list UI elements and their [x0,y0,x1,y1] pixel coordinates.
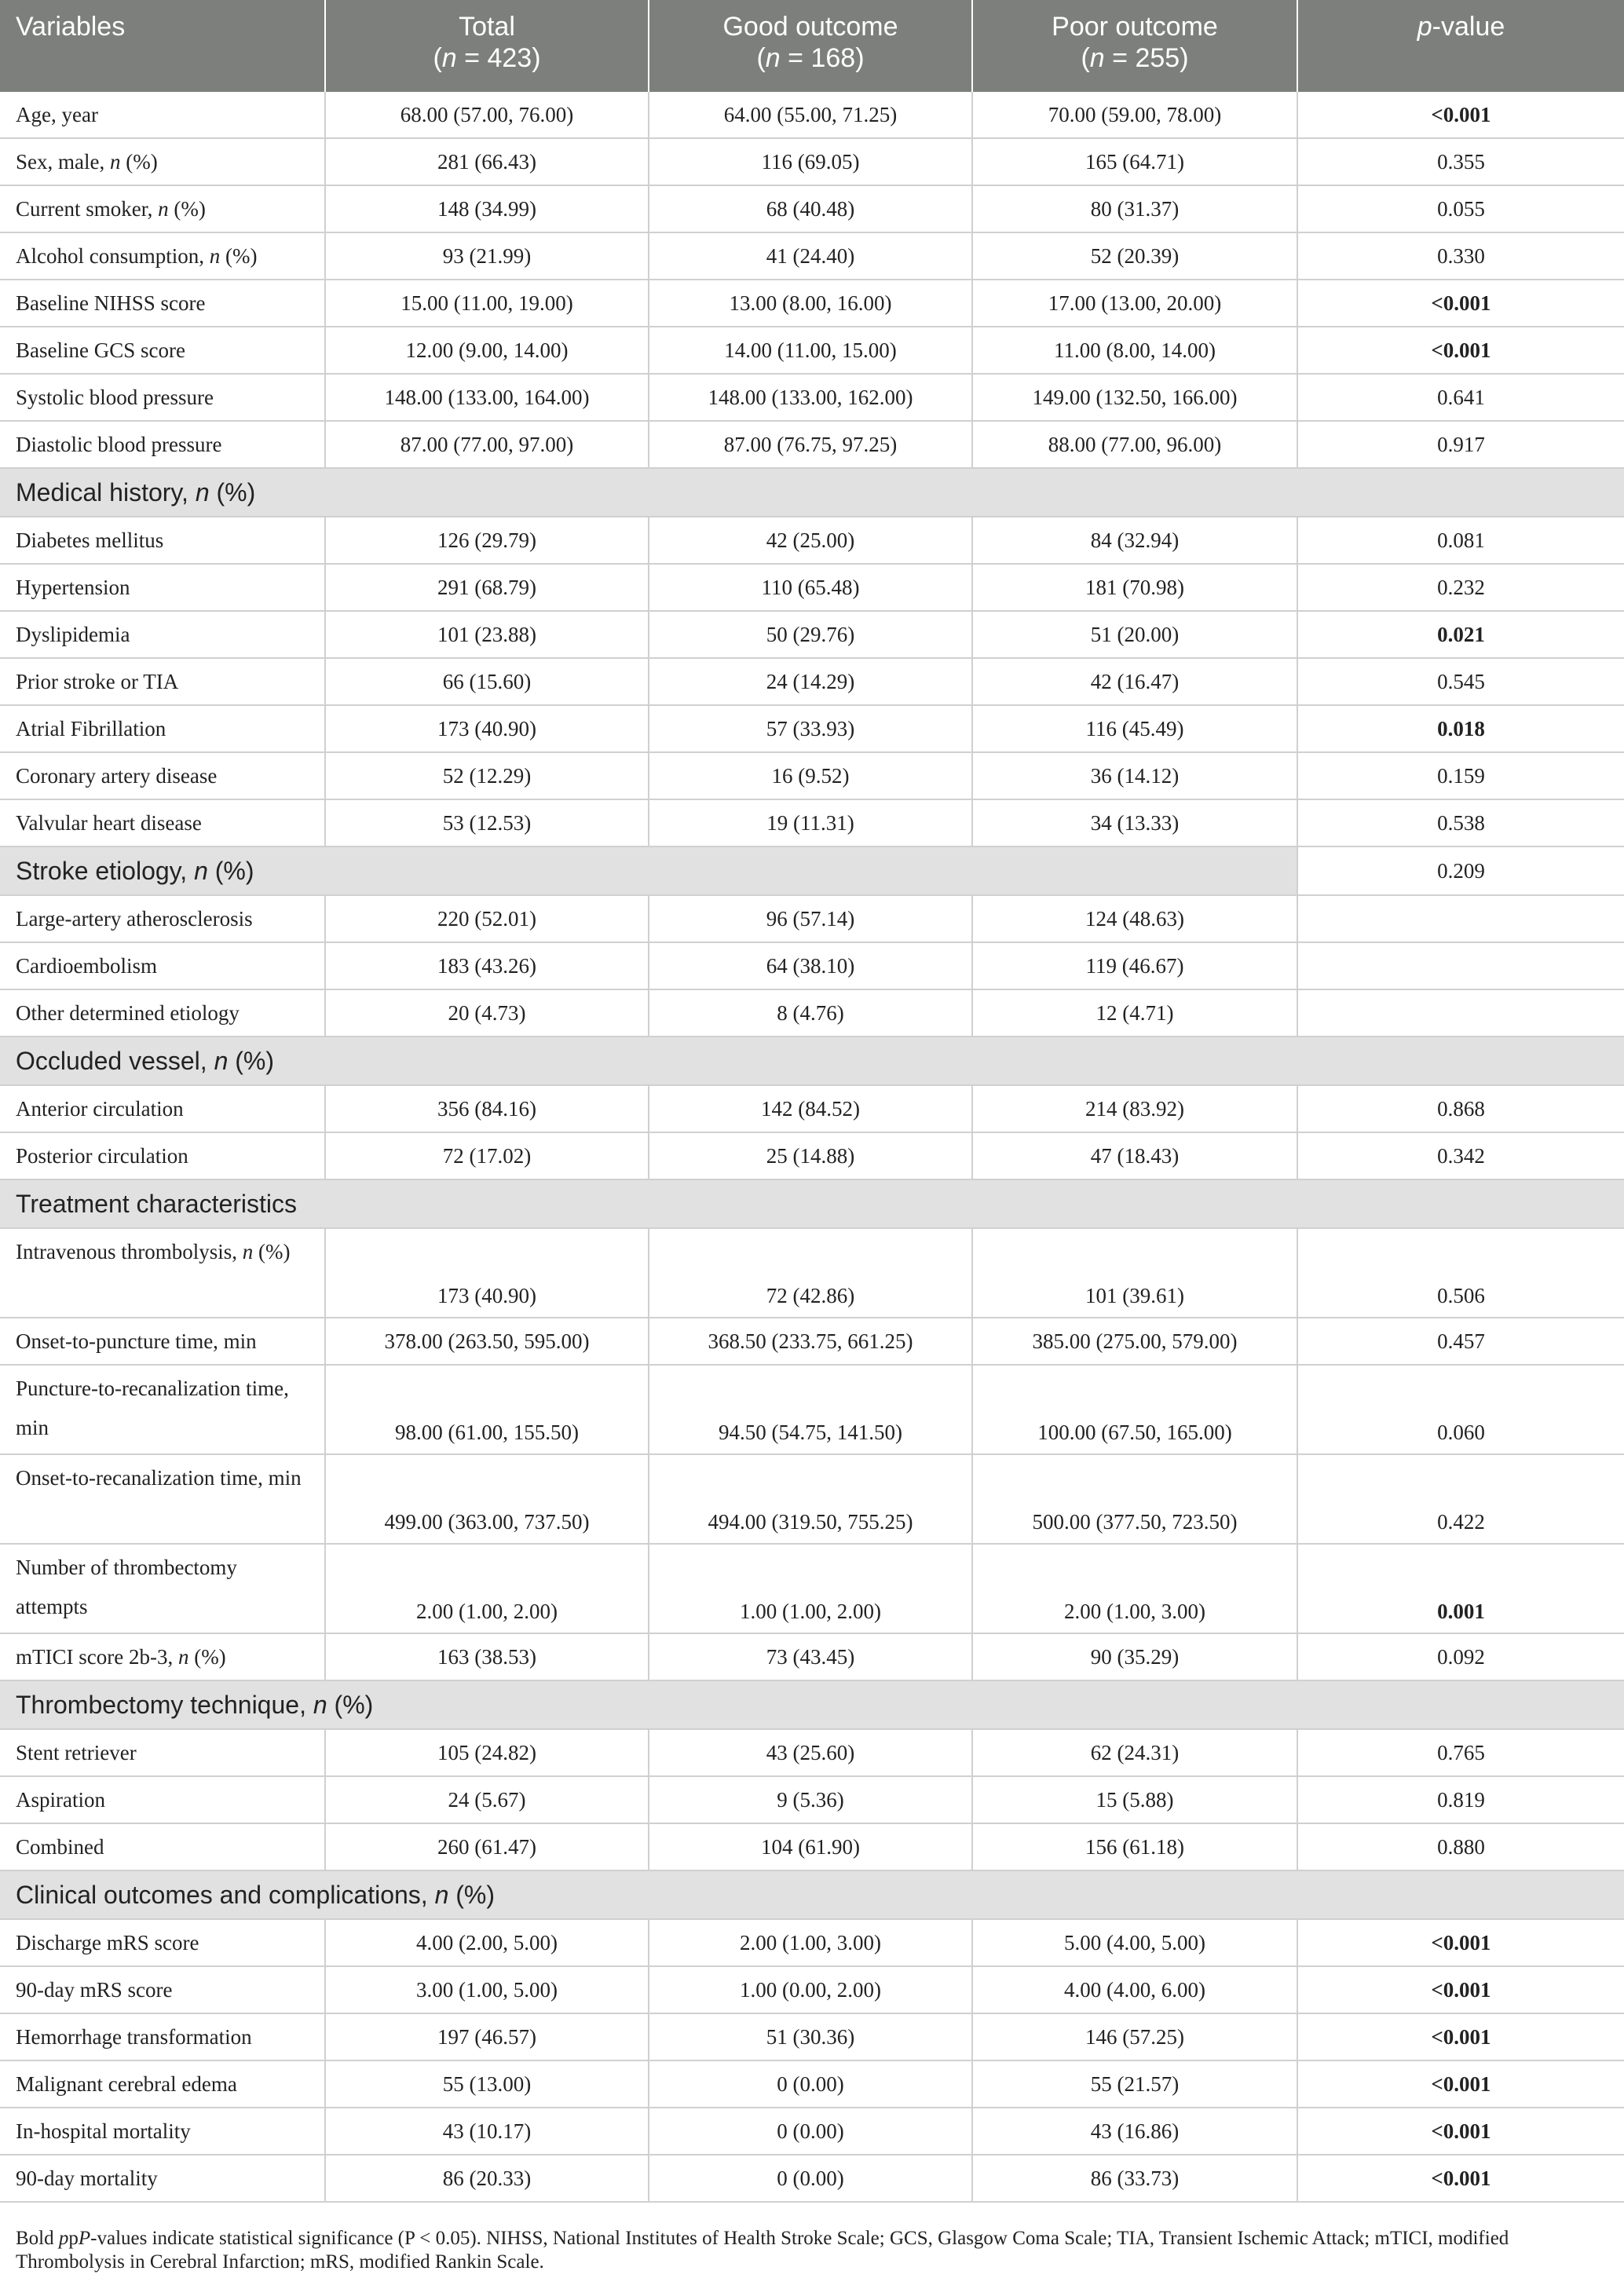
total-value: 55 (13.00) [325,2060,649,2108]
total-value: 183 (43.26) [325,942,649,989]
poor-outcome-value: 70.00 (59.00, 78.00) [972,92,1297,138]
total-value: 87.00 (77.00, 97.00) [325,421,649,468]
total-value: 105 (24.82) [325,1729,649,1776]
table-row [0,895,1624,942]
row-label: 90-day mRS score [0,1966,325,2013]
table-header [0,0,1624,92]
p-value [1297,1966,1624,2013]
total-value: 66 (15.60) [325,658,649,705]
table-row [0,1966,1624,2013]
table-row [0,658,1624,705]
good-outcome-value: 8 (4.76) [649,989,972,1037]
header-poor-outcome: Poor outcome (n = 255) [972,0,1297,92]
row-label: Combined [0,1823,325,1870]
total-value: 93 (21.99) [325,232,649,280]
row-label: Discharge mRS score [0,1919,325,1966]
table-footnote: Bold ppP-values indicate statistical significance (P < 0.05). NIHSS, National Institutes of Health Stroke Scale; GCS, Glasgow Coma Scale; TIA, Transient Ischemic Attack; mTICI, modified Thrombolysis in Cerebral Infarction; mRS, modified Rankin Scale. [16,2228,1509,2273]
header-total: Total (n = 423) [325,0,649,92]
significant-p-value: <0.001 [1431,1931,1491,1954]
good-outcome-value: 68 (40.48) [649,185,972,232]
good-outcome-value: 110 (65.48) [649,564,972,611]
poor-outcome-value: 2.00 (1.00, 3.00) [972,1544,1297,1633]
p-value [1297,1544,1624,1633]
poor-outcome-value: 116 (45.49) [972,705,1297,752]
row-label: Aspiration [0,1776,325,1823]
p-value [1297,2060,1624,2108]
p-value: 0.422 [1297,1454,1624,1544]
row-label: Sex, male, n (%) [0,138,325,185]
section-label: Medical history, n (%) [0,468,1624,517]
total-value: 260 (61.47) [325,1823,649,1870]
good-outcome-value: 96 (57.14) [649,895,972,942]
total-value: 4.00 (2.00, 5.00) [325,1919,649,1966]
p-value: 0.917 [1297,421,1624,468]
section-label: Thrombectomy technique, n (%) [0,1680,1624,1729]
p-value: 0.765 [1297,1729,1624,1776]
header-p-value: p-value [1297,0,1624,92]
good-outcome-value: 148.00 (133.00, 162.00) [649,374,972,421]
good-outcome-value: 50 (29.76) [649,611,972,658]
significant-p-value: 0.001 [1437,1600,1485,1623]
total-value: 15.00 (11.00, 19.00) [325,280,649,327]
table-row [0,185,1624,232]
good-outcome-value: 1.00 (0.00, 2.00) [649,1966,972,2013]
total-value: 281 (66.43) [325,138,649,185]
poor-outcome-value: 80 (31.37) [972,185,1297,232]
good-outcome-value: 94.50 (54.75, 141.50) [649,1365,972,1454]
poor-outcome-value: 214 (83.92) [972,1085,1297,1132]
significant-p-value: <0.001 [1431,2072,1491,2096]
row-label: Dyslipidemia [0,611,325,658]
row-label: Atrial Fibrillation [0,705,325,752]
significant-p-value: <0.001 [1431,338,1491,362]
p-value: 0.060 [1297,1365,1624,1454]
significant-p-value: 0.018 [1437,717,1485,740]
good-outcome-value: 16 (9.52) [649,752,972,799]
poor-outcome-value: 15 (5.88) [972,1776,1297,1823]
poor-outcome-value: 55 (21.57) [972,2060,1297,2108]
table-row [0,232,1624,280]
good-outcome-value: 0 (0.00) [649,2108,972,2155]
table-row [0,799,1624,846]
row-label: Prior stroke or TIA [0,658,325,705]
poor-outcome-value: 36 (14.12) [972,752,1297,799]
total-value: 148 (34.99) [325,185,649,232]
poor-outcome-value: 5.00 (4.00, 5.00) [972,1919,1297,1966]
p-value: 0.880 [1297,1823,1624,1870]
good-outcome-value: 104 (61.90) [649,1823,972,1870]
total-value: 378.00 (263.50, 595.00) [325,1318,649,1365]
table-row [0,280,1624,327]
poor-outcome-value: 100.00 (67.50, 165.00) [972,1365,1297,1454]
row-label: Age, year [0,92,325,138]
table-row [0,2013,1624,2060]
significant-p-value: <0.001 [1431,2166,1491,2190]
section-p-value: 0.209 [1297,846,1624,895]
total-value: 220 (52.01) [325,895,649,942]
row-label: Valvular heart disease [0,799,325,846]
good-outcome-value: 64 (38.10) [649,942,972,989]
good-outcome-value: 64.00 (55.00, 71.25) [649,92,972,138]
row-label: Cardioembolism [0,942,325,989]
poor-outcome-value: 101 (39.61) [972,1228,1297,1318]
p-value: 0.538 [1297,799,1624,846]
significant-p-value: <0.001 [1431,291,1491,315]
section-header-row [0,1037,1624,1085]
row-label: Systolic blood pressure [0,374,325,421]
row-label: Baseline NIHSS score [0,280,325,327]
good-outcome-value: 0 (0.00) [649,2060,972,2108]
good-outcome-value: 9 (5.36) [649,1776,972,1823]
good-outcome-value: 19 (11.31) [649,799,972,846]
total-value: 72 (17.02) [325,1132,649,1179]
p-value: 0.506 [1297,1228,1624,1318]
p-value [1297,327,1624,374]
table-row [0,1633,1624,1680]
total-value: 291 (68.79) [325,564,649,611]
total-value: 499.00 (363.00, 737.50) [325,1454,649,1544]
good-outcome-value: 13.00 (8.00, 16.00) [649,280,972,327]
table-row [0,1776,1624,1823]
table-body [0,92,1624,2202]
section-header-row [0,1179,1624,1228]
good-outcome-value: 51 (30.36) [649,2013,972,2060]
section-label: Treatment characteristics [0,1179,1624,1228]
row-label: Coronary artery disease [0,752,325,799]
table-row [0,2155,1624,2202]
row-label: Puncture-to-recanalization time, min [0,1365,325,1454]
total-value: 53 (12.53) [325,799,649,846]
good-outcome-value: 87.00 (76.75, 97.25) [649,421,972,468]
good-outcome-value: 57 (33.93) [649,705,972,752]
table-row [0,942,1624,989]
good-outcome-value: 24 (14.29) [649,658,972,705]
good-outcome-value: 72 (42.86) [649,1228,972,1318]
poor-outcome-value: 47 (18.43) [972,1132,1297,1179]
good-outcome-value: 116 (69.05) [649,138,972,185]
header-variables: Variables [0,0,325,92]
good-outcome-value: 1.00 (1.00, 2.00) [649,1544,972,1633]
p-value [1297,989,1624,1037]
table-row [0,92,1624,138]
row-label: Hypertension [0,564,325,611]
row-label: mTICI score 2b-3, n (%) [0,1633,325,1680]
row-label: 90-day mortality [0,2155,325,2202]
row-label: Baseline GCS score [0,327,325,374]
table-row [0,421,1624,468]
significant-p-value: <0.001 [1431,103,1491,126]
section-label: Stroke etiology, n (%) [0,846,1297,895]
poor-outcome-value: 88.00 (77.00, 96.00) [972,421,1297,468]
p-value: 0.055 [1297,185,1624,232]
row-label: Large-artery atherosclerosis [0,895,325,942]
section-label: Occluded vessel, n (%) [0,1037,1624,1085]
row-label: Stent retriever [0,1729,325,1776]
p-value [1297,280,1624,327]
total-value: 148.00 (133.00, 164.00) [325,374,649,421]
row-label: Onset-to-puncture time, min [0,1318,325,1365]
poor-outcome-value: 84 (32.94) [972,517,1297,564]
p-value: 0.330 [1297,232,1624,280]
p-value: 0.081 [1297,517,1624,564]
p-value: 0.868 [1297,1085,1624,1132]
p-value [1297,942,1624,989]
total-value: 173 (40.90) [325,1228,649,1318]
p-value [1297,92,1624,138]
total-value: 68.00 (57.00, 76.00) [325,92,649,138]
total-value: 3.00 (1.00, 5.00) [325,1966,649,2013]
table-row [0,989,1624,1037]
p-value [1297,611,1624,658]
p-value: 0.159 [1297,752,1624,799]
poor-outcome-value: 146 (57.25) [972,2013,1297,2060]
total-value: 98.00 (61.00, 155.50) [325,1365,649,1454]
good-outcome-value: 73 (43.45) [649,1633,972,1680]
header-good-n: (n = 168) [756,43,865,73]
poor-outcome-value: 385.00 (275.00, 579.00) [972,1318,1297,1365]
poor-outcome-value: 42 (16.47) [972,658,1297,705]
good-outcome-value: 0 (0.00) [649,2155,972,2202]
p-value: 0.092 [1297,1633,1624,1680]
poor-outcome-value: 43 (16.86) [972,2108,1297,2155]
table-row [0,1228,1624,1318]
table-row [0,752,1624,799]
total-value: 197 (46.57) [325,2013,649,2060]
total-value: 24 (5.67) [325,1776,649,1823]
table-row [0,1544,1624,1633]
row-label: Diabetes mellitus [0,517,325,564]
row-label: Diastolic blood pressure [0,421,325,468]
poor-outcome-value: 17.00 (13.00, 20.00) [972,280,1297,327]
poor-outcome-value: 62 (24.31) [972,1729,1297,1776]
p-value: 0.342 [1297,1132,1624,1179]
table-row [0,1132,1624,1179]
p-value: 0.641 [1297,374,1624,421]
table-row [0,1085,1624,1132]
total-value: 52 (12.29) [325,752,649,799]
significant-p-value: 0.021 [1437,623,1485,646]
table-row [0,1823,1624,1870]
p-value: 0.232 [1297,564,1624,611]
section-header-row [0,846,1624,895]
table-row [0,1454,1624,1544]
table-row [0,1919,1624,1966]
good-outcome-value: 368.50 (233.75, 661.25) [649,1318,972,1365]
p-value: 0.545 [1297,658,1624,705]
good-outcome-value: 142 (84.52) [649,1085,972,1132]
good-outcome-value: 494.00 (319.50, 755.25) [649,1454,972,1544]
row-label: Posterior circulation [0,1132,325,1179]
significant-p-value: <0.001 [1431,2119,1491,2143]
section-header-row [0,468,1624,517]
row-label: Intravenous thrombolysis, n (%) [0,1228,325,1318]
poor-outcome-value: 156 (61.18) [972,1823,1297,1870]
table-row [0,374,1624,421]
good-outcome-value: 41 (24.40) [649,232,972,280]
row-label: In-hospital mortality [0,2108,325,2155]
poor-outcome-value: 34 (13.33) [972,799,1297,846]
significant-p-value: <0.001 [1431,2025,1491,2049]
total-value: 356 (84.16) [325,1085,649,1132]
table-row [0,1729,1624,1776]
good-outcome-value: 25 (14.88) [649,1132,972,1179]
section-label: Clinical outcomes and complications, n (%) [0,1870,1624,1919]
header-poor-n: (n = 255) [1081,43,1189,73]
good-outcome-value: 43 (25.60) [649,1729,972,1776]
row-label: Anterior circulation [0,1085,325,1132]
table-row [0,1365,1624,1454]
p-value [1297,1919,1624,1966]
table-row [0,611,1624,658]
row-label: Other determined etiology [0,989,325,1037]
poor-outcome-value: 119 (46.67) [972,942,1297,989]
poor-outcome-value: 52 (20.39) [972,232,1297,280]
table-row [0,327,1624,374]
poor-outcome-value: 11.00 (8.00, 14.00) [972,327,1297,374]
poor-outcome-value: 90 (35.29) [972,1633,1297,1680]
table-row [0,138,1624,185]
p-value: 0.355 [1297,138,1624,185]
row-label: Current smoker, n (%) [0,185,325,232]
section-header-row [0,1680,1624,1729]
significant-p-value: <0.001 [1431,1978,1491,2002]
total-value: 12.00 (9.00, 14.00) [325,327,649,374]
table-row [0,517,1624,564]
poor-outcome-value: 4.00 (4.00, 6.00) [972,1966,1297,2013]
row-label: Hemorrhage transformation [0,2013,325,2060]
total-value: 126 (29.79) [325,517,649,564]
p-value: 0.819 [1297,1776,1624,1823]
p-value [1297,2155,1624,2202]
total-value: 163 (38.53) [325,1633,649,1680]
row-label: Number of thrombectomy attempts [0,1544,325,1633]
p-value [1297,895,1624,942]
total-value: 20 (4.73) [325,989,649,1037]
total-value: 43 (10.17) [325,2108,649,2155]
header-good-outcome: Good outcome (n = 168) [649,0,972,92]
total-value: 101 (23.88) [325,611,649,658]
good-outcome-value: 14.00 (11.00, 15.00) [649,327,972,374]
total-value: 173 (40.90) [325,705,649,752]
good-outcome-value: 2.00 (1.00, 3.00) [649,1919,972,1966]
table-row [0,2108,1624,2155]
total-value: 2.00 (1.00, 2.00) [325,1544,649,1633]
row-label: Onset-to-recanalization time, min [0,1454,325,1544]
table-row [0,2060,1624,2108]
poor-outcome-value: 86 (33.73) [972,2155,1297,2202]
p-value [1297,705,1624,752]
p-value [1297,2108,1624,2155]
section-header-row [0,1870,1624,1919]
poor-outcome-value: 12 (4.71) [972,989,1297,1037]
poor-outcome-value: 181 (70.98) [972,564,1297,611]
table-row [0,705,1624,752]
table-row [0,564,1624,611]
p-value [1297,2013,1624,2060]
poor-outcome-value: 165 (64.71) [972,138,1297,185]
header-total-n: (n = 423) [433,43,541,73]
poor-outcome-value: 149.00 (132.50, 166.00) [972,374,1297,421]
total-value: 86 (20.33) [325,2155,649,2202]
row-label: Malignant cerebral edema [0,2060,325,2108]
p-value: 0.457 [1297,1318,1624,1365]
table-row [0,1318,1624,1365]
poor-outcome-value: 500.00 (377.50, 723.50) [972,1454,1297,1544]
poor-outcome-value: 51 (20.00) [972,611,1297,658]
good-outcome-value: 42 (25.00) [649,517,972,564]
row-label: Alcohol consumption, n (%) [0,232,325,280]
poor-outcome-value: 124 (48.63) [972,895,1297,942]
